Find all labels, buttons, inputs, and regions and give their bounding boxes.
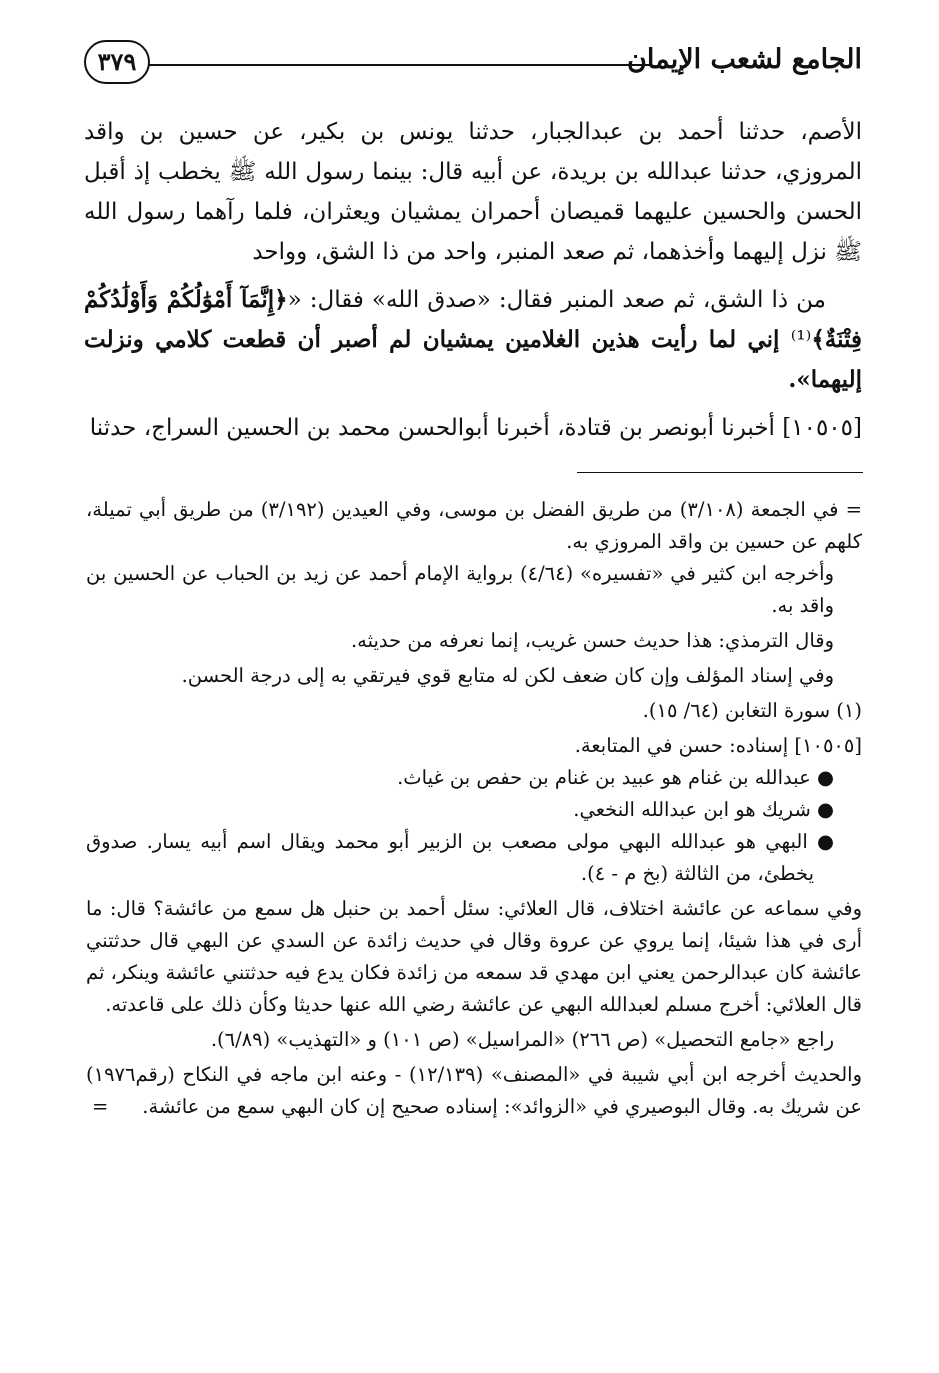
footnotes <box>86 494 862 1123</box>
book-title: الجامع لشعب الإيمان <box>627 44 862 75</box>
footnote-line: وأخرجه ابن كثير في «تفسيره» (٤/٦٤) برواية الإمام أحمد عن زيد بن الحباب عن الحسين بن واقد به. <box>86 562 834 617</box>
continuation-mark: = <box>92 1095 109 1118</box>
main-paragraph: الأصم، حدثنا أحمد بن عبدالجبار، حدثنا يونس بن بكير، عن حسين بن واقد المروزي، حدثنا عبدالله بن بريدة، عن أبيه قال: بينما رسول الله ﷺ يخطب إذ أقبل الحسن والحسين عليهما قميصان أحمران يمشيان ويعثران، فلما رآهما رسول الله ﷺ نزل إليهما وأخذهما، ثم صعد المنبر، واحد من ذا الشق، وواحد <box>84 119 862 265</box>
quran-verse: ﴿إِنَّمَآ أَمْوَٰلُكُمْ وَأَوْلَٰدُكُمْ فِتْنَةٌ﴾ <box>84 286 862 353</box>
footnote-line: وفي إسناد المؤلف وإن كان ضعف لكن له متابع قوي فيرتقي به إلى درجة الحسن. <box>181 664 834 687</box>
footnote-line: = في الجمعة (٣/١٠٨) من طريق الفضل بن موسى، وفي العيدين (٣/١٩٢) من طريق أبي تميلة، كلهم عن حسين بن واقد المروزي به. <box>86 498 862 553</box>
bullet-item: ● عبدالله بن غنام هو عبيد بن غنام بن حفص بن غياث. <box>397 766 834 789</box>
footnote-text: والحديث أخرجه ابن أبي شيبة في «المصنف» (١٢/١٣٩) - وعنه ابن ماجه في النكاح (رقم١٩٧٦) عن شريك به. وقال البوصيري في «الزوائد»: إسناده صحيح إن كان البهي سمع من عائشة. <box>86 1063 862 1118</box>
footnote-line: وقال الترمذي: هذا حديث حسن غريب، إنما نعرفه من حديثه. <box>350 629 834 652</box>
bullet-item: ● البهي هو عبدالله البهي مولى مصعب بن الزبير أبو محمد ويقال اسم أبيه يسار. صدوق يخطئ، من الثالثة (بخ م - ٤). <box>86 830 834 885</box>
footnote-ref: ⁽¹⁾ <box>790 327 812 353</box>
footnote-line: وفي سماعه عن عائشة اختلاف، قال العلائي: سئل أحمد بن حنبل هل سمع من عائشة؟ قال: ما أرى في هذا شيئا، إنما يروي عن عروة وقال في حديث زائدة عن السدي عن البهي قال حدثتني عائشة كان عبدالرحمن يعني ابن مهدي قد سمعه من زائدة فكان يدع فيه حدثتني عائشة وينكر، ثم قال العلائي: أخرج مسلم لعبدالله البهي عن عائشة رضي الله عنها حديثا وكأن ذلك على قاعدته. <box>86 897 862 1016</box>
bullet-item: ● شريك هو ابن عبدالله النخعي. <box>573 798 834 821</box>
footnote-line <box>86 1059 862 1123</box>
page-number: ٣٧٩ <box>84 40 150 84</box>
page-header <box>84 40 862 90</box>
hadith-quote: إني لما رأيت هذين الغلامين يمشيان لم أصبر أن قطعت كلامي ونزلت إليهما». <box>84 326 862 393</box>
footnote-line: (١) سورة التغابن (٦٤/ ١٥). <box>642 699 862 722</box>
main-text <box>84 112 862 448</box>
footnote-line: راجع «جامع التحصيل» (ص ٢٦٦) «المراسيل» (ص ١٠١) و «التهذيب» (٦/٨٩). <box>210 1028 834 1051</box>
paragraph-intro: من ذا الشق، ثم صعد المنبر فقال: «صدق الله» فقال: « <box>287 287 826 313</box>
main-paragraph: [١٠٥٠٥] أخبرنا أبونصر بن قتادة، أخبرنا أبوالحسن محمد بن الحسين السراج، حدثنا <box>89 415 862 441</box>
main-paragraph <box>84 280 862 400</box>
header-rule <box>146 64 652 66</box>
footnote-separator <box>577 472 863 473</box>
footnote-line: [١٠٥٠٥] إسناده: حسن في المتابعة. <box>574 734 862 757</box>
